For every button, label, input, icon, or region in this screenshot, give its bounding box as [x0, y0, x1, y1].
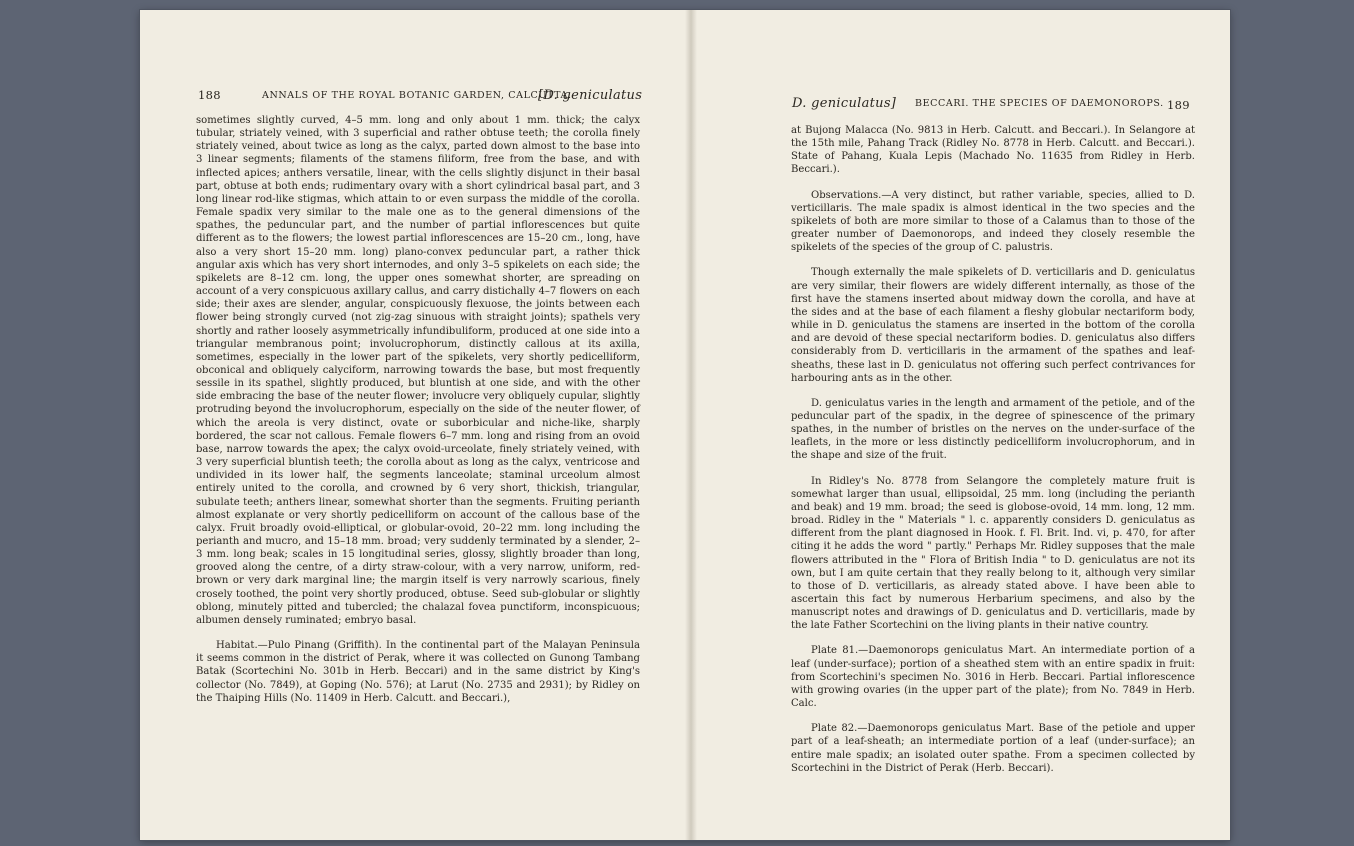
right-paragraph-plate-82: Plate 82.—Daemonorops geniculatus Mart. Base of the petiole and upper part of a leaf-sheath; an intermediate portion of a leaf (under-surface); an entire male spadix; an isolated outer spathe. From a specimen collected by Scortechini in the District of Perak (Herb. Beccari). — [791, 723, 1195, 774]
right-page-number: 189 — [1167, 98, 1190, 112]
right-paragraph-variation: D. geniculatus varies in the length and armament of the petiole, and of the peduncular part of the spadix, in the degree of spinescence of the primary spathes, in the number of bristles on the nerves on the under-surface of the leaflets, in the more or less distinctly pedicelliform involucrophorum, and in the shape and size of the fruit. — [791, 397, 1195, 462]
left-page-number: 188 — [198, 88, 221, 102]
right-page — [697, 10, 1230, 840]
right-running-title: BECCARI. THE SPECIES OF DAEMONOROPS. — [915, 98, 1164, 109]
left-running-title: ANNALS OF THE ROYAL BOTANIC GARDEN, CALCUTTA. — [262, 90, 572, 101]
right-running-taxon: D. geniculatus] — [792, 96, 897, 111]
right-body-text — [791, 124, 1195, 775]
left-paragraph-description: sometimes slightly curved, 4–5 mm. long and only about 1 mm. thick; the calyx tubular, striately veined, with 3 superficial and rather obtuse teeth; the corolla finely striately veined, about twice as long as the calyx, parted down almost to the base into 3 linear segments; filaments of the stamens filiform, free from the base, and with inflected apices; anthers versatile, linear, with the cells slightly disjunct in their basal part, obtuse at both ends; rudimentary ovary with a short cylindrical basal part, and 3 long linear rod-like stigmas, which attain to or even surpass the middle of the corolla. Female spadix very similar to the male one as to the general dimensions of the spathes, the peduncular part, and the number of partial inflorescences but quite different as to the flowers; the lowest partial inflorescences are 15–20 cm., long, have also a very short 15–20 mm. long) plano-convex peduncular part, a rather thick angular axis which has very short internodes, and only 3–5 spikelets on each side; the spikelets are 8–12 cm. long, the upper ones somewhat shorter, are spreading on account of a very conspicuous axillary callus, and carry distichally 4–7 flowers on each side; their axes are slender, angular, conspicuously flexuose, the joints between each flower being strongly curved (not zig-zag sinuous with straight joints); spathels very shortly and rather loosely asymmetrically infundibuliform, produced at one side into a triangular membranous point; involucrophorum, distinctly callous at its axilla, sometimes, especially in the lower part of the spikelets, very shortly pedicelliform, obconical and obliquely calyciform, narrowing towards the base, but most frequently sessile in its spathel, slightly produced, but bluntish at one side, and with the other side embracing the base of the neuter flower; involucre very obliquely cupular, slightly protruding beyond the involucrophorum, especially on the side of the neuter flower, of which the areola is very distinct, ovate or suborbicular and niche-like, sharply bordered, the scar not callous. Female flowers 6–7 mm. long and rising from an ovoid base, narrow towards the apex; the calyx ovoid-urceolate, finely striately veined, with 3 very superficial bluntish teeth; the corolla about as long as the calyx, ventricose and undivided in its lower half, the segments lanceolate; staminal urceolum almost entirely united to the corolla, and crowned by 6 very short, thickish, triangular, subulate teeth; anthers linear, somewhat shorter than the segments. Fruiting perianth almost explanate or very shortly pedicelliform on account of the callous base of the calyx. Fruit broadly ovoid-elliptical, or globular-ovoid, 20–22 mm. long including the perianth and mucro, and 15–18 mm. broad; very suddenly terminated by a slender, 2–3 mm. long beak; scales in 15 longitudinal series, glossy, slightly broader than long, grooved along the centre, of a dirty straw-colour, with a very narrow, uniform, red-brown or very dark marginal line; the margin itself is very narrowly scarious, finely crosely toothed, the point very shortly produced, obtuse. Seed sub-globular or slightly oblong, minutely pitted and tubercled; the chalazal fovea punctiform, inconspicuous; albumen densely ruminated; embryo basal. — [196, 115, 640, 626]
right-paragraph-localities: at Bujong Malacca (No. 9813 in Herb. Calcutt. and Beccari.). In Selangore at the 15th mile, Pahang Track (Ridley No. 8778 in Herb. Calcutt. and Beccari.). State of Pahang, Kuala Lepis (Machado No. 11635 from Ridley in Herb. Beccari.). — [791, 125, 1195, 176]
book-spread — [140, 10, 1230, 840]
left-page — [140, 10, 685, 840]
right-paragraph-observations: Observations.—A very distinct, but rather variable, species, allied to D. verticillaris. The male spadix is almost identical in the two species and the spikelets of both are more similar to those of a Calamus than to those of the greater number of Daemonorops, and indeed they closely resemble the spikelets of the species of the group of C. palustris. — [791, 189, 1195, 254]
book-gutter — [685, 10, 697, 840]
left-paragraph-habitat: Habitat.—Pulo Pinang (Griffith). In the continental part of the Malayan Peninsula it seems common in the district of Perak, where it was collected on Gunong Tambang Batak (Scortechini No. 301b in Herb. Beccari) and in the same district by King's collector (No. 7849), at Goping (No. 576); at Larut (No. 2735 and 2931); by Ridley on the Thaiping Hills (No. 11409 in Herb. Calcutt. and Beccari.), — [196, 640, 640, 704]
right-paragraph-ridley: In Ridley's No. 8778 from Selangore the completely mature fruit is somewhat larger than usual, ellipsoidal, 25 mm. long (including the perianth and beak) and 19 mm. broad; the seed is globose-ovoid, 14 mm. long, 12 mm. broad. Ridley in the " Materials " l. c. apparently considers D. geniculatus as different from the plant diagnosed in Hook. f. Fl. Brit. Ind. vi, p. 470, for after citing it he adds the word " partly." Perhaps Mr. Ridley supposes that the male flowers attributed in the " Flora of British India " to D. geniculatus are not its own, but I am quite certain that they really belong to it, although very similar to those of D. verticillaris, as already stated above. I have been able to ascertain this fact by numerous Herbarium specimens, and also by the manuscript notes and drawings of D. geniculatus and D. verticillaris, made by the late Father Scortechini on the living plants in their native country. — [791, 475, 1195, 632]
left-running-taxon: [D. geniculatus — [538, 88, 643, 103]
right-paragraph-plate-81: Plate 81.—Daemonorops geniculatus Mart. An intermediate portion of a leaf (under-surface); portion of a sheathed stem with an entire spadix in fruit: from Scortechini's specimen No. 3016 in Herb. Beccari. Partial inflorescence with growing ovaries (in the upper part of the plate); from No. 7849 in Herb. Calc. — [791, 645, 1195, 710]
right-paragraph-comparison: Though externally the male spikelets of D. verticillaris and D. geniculatus are very similar, their flowers are widely different internally, as those of the first have the stamens inserted about midway down the corolla, and have at the sides and at the base of each filament a fleshy globular nectariform body, while in D. geniculatus the stamens are inserted in the bottom of the corolla and are devoid of these special nectariform bodies. D. geniculatus also differs considerably from D. verticillaris in the armament of the spathes and leaf-sheaths, these last in D. geniculatus not offering such perfect contrivances for harbouring ants as in the other. — [791, 267, 1195, 384]
left-body-text — [196, 114, 640, 705]
